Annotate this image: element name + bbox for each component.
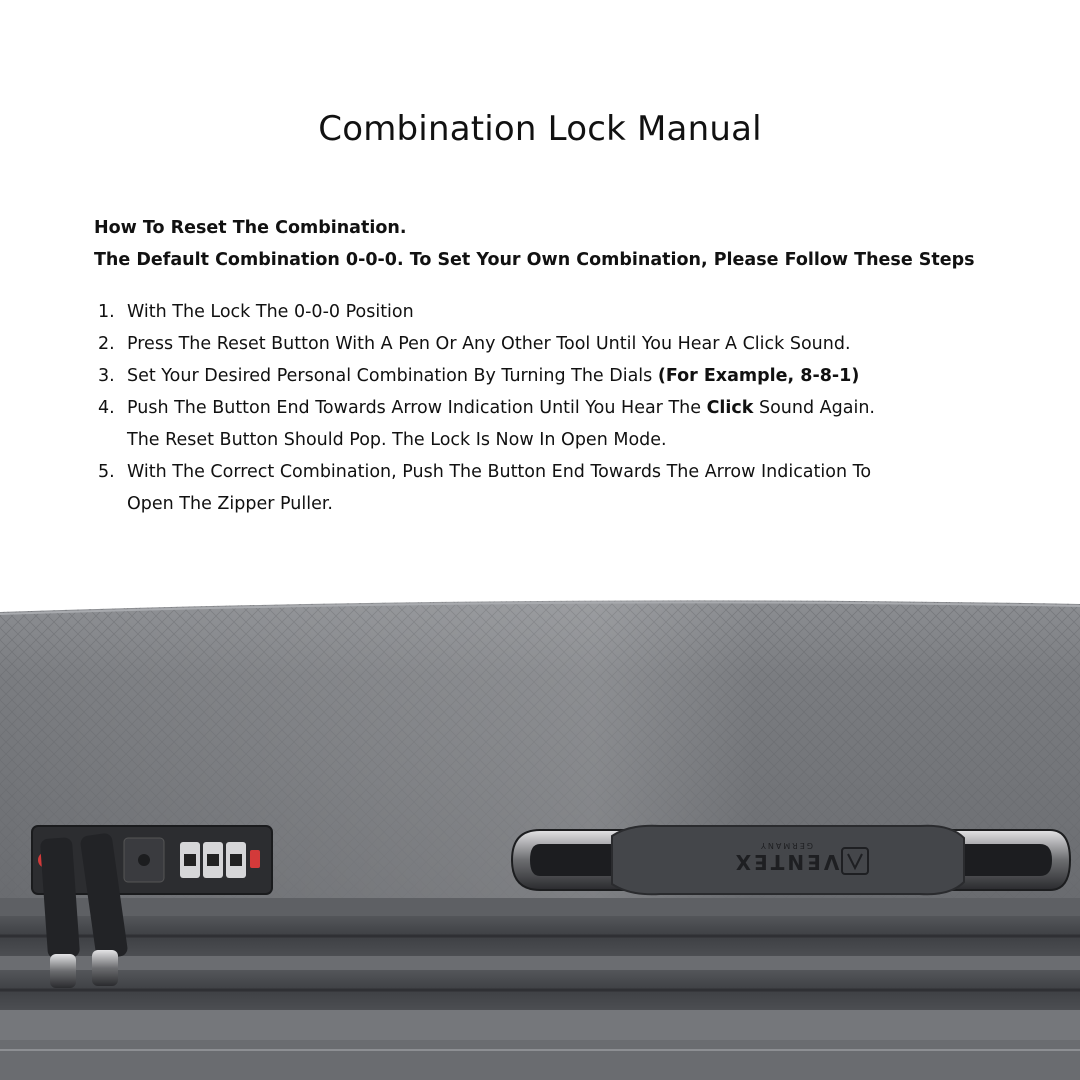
step-text-continued: The Reset Button Should Pop. The Lock Is Now In Open Mode. [127, 430, 667, 450]
step-item [98, 456, 998, 520]
carry-handle [512, 826, 1070, 895]
zipper-band [0, 898, 1080, 1080]
step-text: With The Correct Combination, Push The Button End Towards The Arrow Indication To [127, 462, 872, 482]
step-item [98, 328, 998, 360]
step-text: Push The Button End Towards Arrow Indication Until You Hear The [127, 398, 707, 418]
step-text-continued: Open The Zipper Puller. [127, 494, 333, 514]
steps-list [98, 296, 998, 520]
step-item [98, 360, 998, 392]
step-number: 5. [98, 462, 115, 482]
step-text-end: Sound Again. [753, 398, 875, 418]
step-number: 3. [98, 366, 115, 386]
step-text: Set Your Desired Personal Combination By Turning The Dials [127, 366, 658, 386]
step-number: 1. [98, 302, 115, 322]
suitcase-illustration [0, 598, 1080, 1080]
page-title: Combination Lock Manual [318, 108, 762, 149]
step-text: Press The Reset Button With A Pen Or Any Other Tool Until You Hear A Click Sound. [127, 334, 851, 354]
combination-dials [180, 842, 246, 878]
step-number: 4. [98, 398, 115, 418]
step-example: (For Example, 8-8-1) [657, 366, 860, 386]
step-item [98, 296, 998, 328]
step-item [98, 392, 998, 456]
intro-subheading: The Default Combination 0-0-0. To Set Your Own Combination, Please Follow These Steps [94, 250, 975, 270]
suitcase-photo [0, 598, 1080, 1080]
intro-block [94, 212, 1054, 276]
brand-origin: GERMANY [758, 841, 814, 850]
brand-logo: VENTEX [732, 850, 840, 874]
step-emphasis: Click [706, 398, 754, 418]
step-number: 2. [98, 334, 115, 354]
reset-button [250, 850, 260, 868]
intro-heading: How To Reset The Combination. [94, 218, 407, 238]
step-text: With The Lock The 0-0-0 Position [127, 302, 414, 322]
